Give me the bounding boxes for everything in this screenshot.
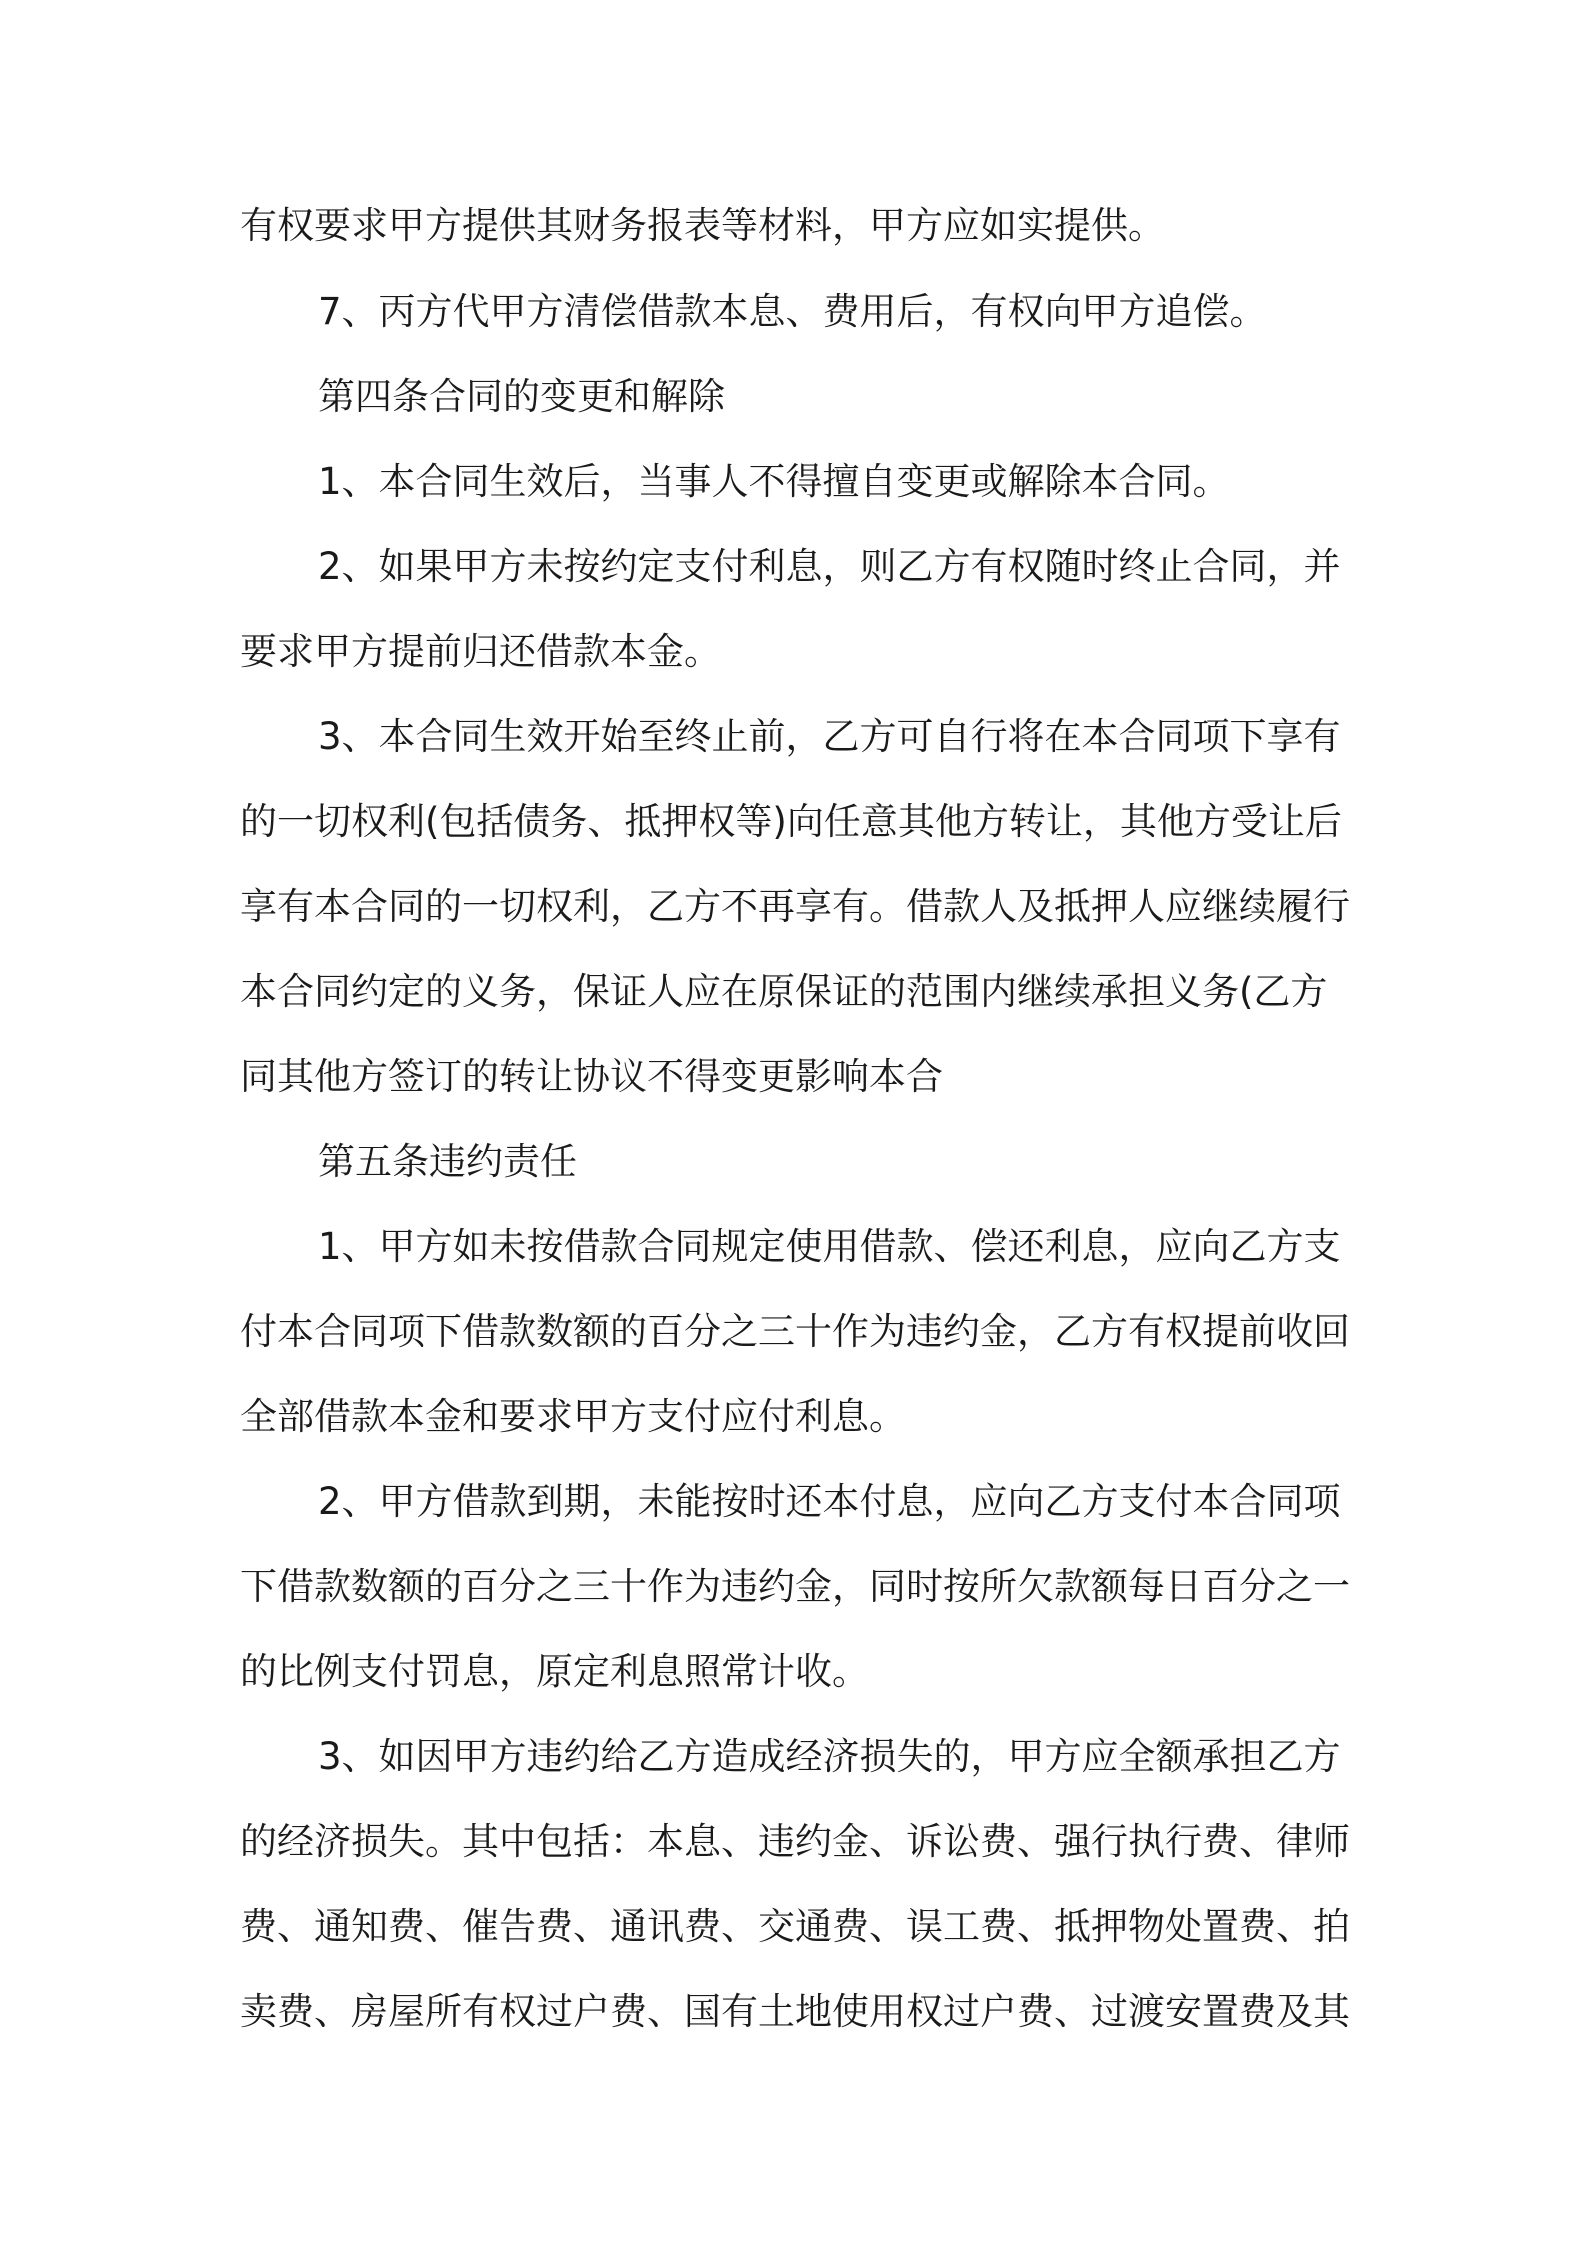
clause-item: 3、如因甲方违约给乙方造成经济损失的，甲方应全额承担乙方 bbox=[318, 1735, 1341, 1778]
body-line: 同其他方签订的转让协议不得变更影响本合 bbox=[240, 1055, 943, 1098]
body-line: 费、通知费、催告费、通讯费、交通费、误工费、抵押物处置费、拍 bbox=[240, 1905, 1350, 1948]
body-line: 全部借款本金和要求甲方支付应付利息。 bbox=[240, 1395, 906, 1438]
body-line: 卖费、房屋所有权过户费、国有土地使用权过户费、过渡安置费及其 bbox=[240, 1990, 1350, 2033]
body-line: 的经济损失。其中包括：本息、违约金、诉讼费、强行执行费、律师 bbox=[240, 1820, 1350, 1863]
body-line: 的一切权利(包括债务、抵押权等)向任意其他方转让，其他方受让后 bbox=[240, 800, 1342, 843]
body-line: 本合同约定的义务，保证人应在原保证的范围内继续承担义务(乙方 bbox=[240, 970, 1328, 1013]
body-line: 的比例支付罚息，原定利息照常计收。 bbox=[240, 1650, 869, 1693]
body-line: 有权要求甲方提供其财务报表等材料，甲方应如实提供。 bbox=[240, 204, 1165, 247]
clause-item: 1、甲方如未按借款合同规定使用借款、偿还利息，应向乙方支 bbox=[318, 1225, 1341, 1268]
body-line: 享有本合同的一切权利，乙方不再享有。借款人及抵押人应继续履行 bbox=[240, 885, 1350, 928]
clause-item: 2、甲方借款到期，未能按时还本付息，应向乙方支付本合同项 bbox=[318, 1480, 1341, 1523]
section-heading: 第五条违约责任 bbox=[318, 1140, 577, 1183]
body-line: 付本合同项下借款数额的百分之三十作为违约金，乙方有权提前收回 bbox=[240, 1310, 1350, 1353]
section-heading: 第四条合同的变更和解除 bbox=[318, 375, 725, 418]
body-line: 下借款数额的百分之三十作为违约金，同时按所欠款额每日百分之一 bbox=[240, 1565, 1350, 1608]
clause-item: 3、本合同生效开始至终止前，乙方可自行将在本合同项下享有 bbox=[318, 715, 1341, 758]
clause-item: 2、如果甲方未按约定支付利息，则乙方有权随时终止合同，并 bbox=[318, 545, 1341, 588]
clause-item: 7、丙方代甲方清偿借款本息、费用后，有权向甲方追偿。 bbox=[318, 290, 1267, 333]
clause-item: 1、本合同生效后，当事人不得擅自变更或解除本合同。 bbox=[318, 460, 1230, 503]
body-line: 要求甲方提前归还借款本金。 bbox=[240, 630, 721, 673]
